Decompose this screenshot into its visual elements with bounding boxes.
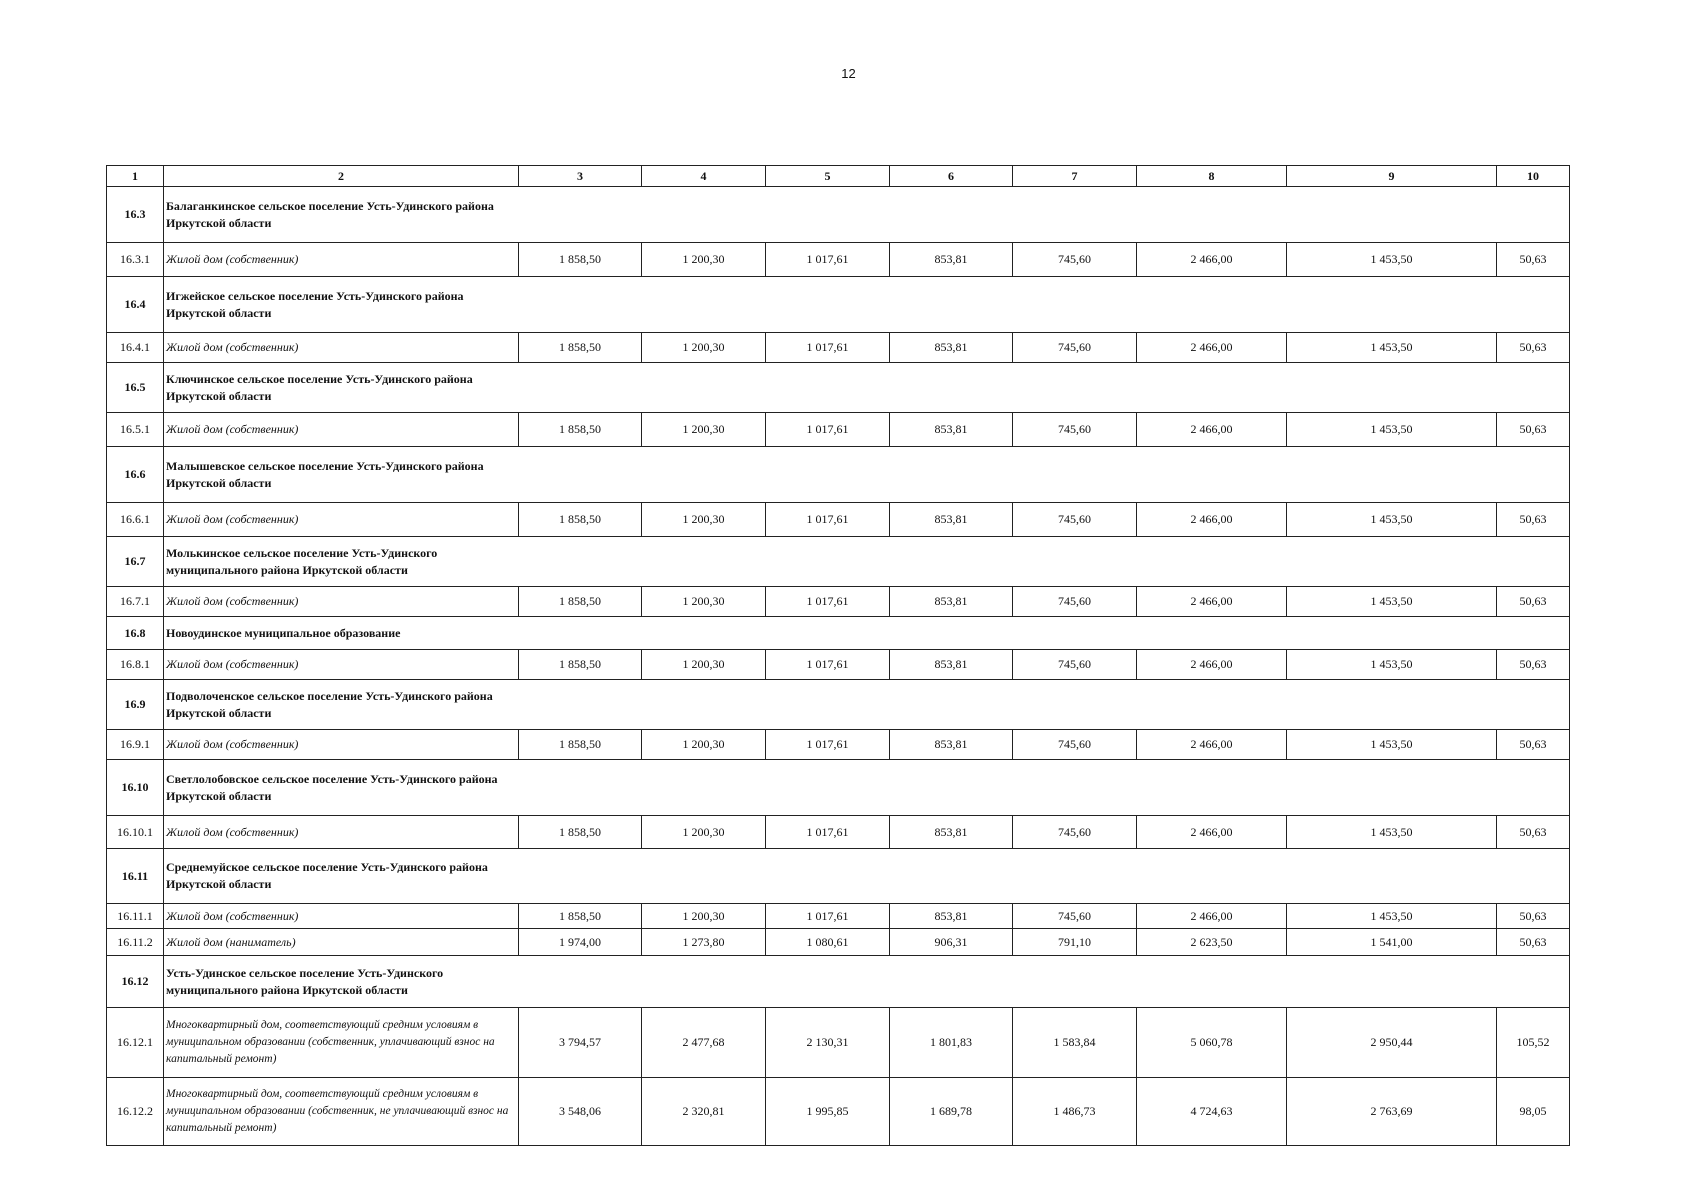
value-cell: 1 974,00 [519,929,642,956]
column-number: 8 [1137,166,1287,187]
value-cell: 906,31 [890,929,1013,956]
value-cell: 1 200,30 [642,243,766,277]
section-code: 16.3 [107,187,164,243]
section-row [107,277,1570,333]
value-cell: 853,81 [890,904,1013,929]
section-title: Игжейское сельское поселение Усть-Удинского района Иркутской области [164,277,519,333]
value-cell: 2 466,00 [1137,333,1287,363]
section-blank-fill [519,447,1570,503]
section-code: 16.8 [107,617,164,650]
value-cell: 1 858,50 [519,650,642,680]
section-title: Светлолобовское сельское поселение Усть-Удинского района Иркутской области [164,760,519,816]
section-title: Подволоченское сельское поселение Усть-Удинского района Иркутской области [164,680,519,730]
value-cell: 2 466,00 [1137,243,1287,277]
value-cell: 745,60 [1013,904,1137,929]
item-label: Жилой дом (собственник) [164,587,519,617]
section-row [107,760,1570,816]
section-row [107,537,1570,587]
value-cell: 2 320,81 [642,1078,766,1146]
value-cell: 1 200,30 [642,503,766,537]
section-title: Новоудинское муниципальное образование [164,617,519,650]
value-cell: 50,63 [1497,929,1570,956]
section-row [107,447,1570,503]
value-cell: 1 200,30 [642,816,766,849]
value-cell: 853,81 [890,816,1013,849]
column-number: 5 [766,166,890,187]
item-code: 16.6.1 [107,503,164,537]
value-cell: 1 453,50 [1287,904,1497,929]
value-cell: 1 017,61 [766,650,890,680]
value-cell: 853,81 [890,730,1013,760]
value-cell: 2 623,50 [1137,929,1287,956]
item-label: Жилой дом (собственник) [164,730,519,760]
item-label: Многоквартирный дом, соответствующий средним условиям в муниципальном образовании (собственник, не уплачивающий взнос на капитальный ремонт) [164,1078,519,1146]
section-code: 16.7 [107,537,164,587]
value-cell: 1 541,00 [1287,929,1497,956]
value-cell: 1 200,30 [642,333,766,363]
value-cell: 745,60 [1013,730,1137,760]
item-label: Многоквартирный дом, соответствующий средним условиям в муниципальном образовании (собственник, уплачивающий взнос на капитальный ремонт) [164,1008,519,1078]
value-cell: 853,81 [890,243,1013,277]
section-code: 16.12 [107,956,164,1008]
value-cell: 1 200,30 [642,904,766,929]
item-code: 16.12.2 [107,1078,164,1146]
table-row [107,904,1570,929]
value-cell: 745,60 [1013,503,1137,537]
value-cell: 1 017,61 [766,243,890,277]
table-row [107,929,1570,956]
section-code: 16.9 [107,680,164,730]
value-cell: 1 858,50 [519,413,642,447]
value-cell: 745,60 [1013,243,1137,277]
value-cell: 853,81 [890,587,1013,617]
section-title: Молькинское сельское поселение Усть-Удинского муниципального района Иркутской области [164,537,519,587]
section-title: Среднемуйское сельское поселение Усть-Удинского района Иркутской области [164,849,519,904]
value-cell: 1 017,61 [766,413,890,447]
value-cell: 3 794,57 [519,1008,642,1078]
value-cell: 1 017,61 [766,904,890,929]
value-cell: 50,63 [1497,904,1570,929]
value-cell: 1 858,50 [519,587,642,617]
value-cell: 1 858,50 [519,904,642,929]
item-code: 16.5.1 [107,413,164,447]
value-cell: 1 995,85 [766,1078,890,1146]
section-title: Малышевское сельское поселение Усть-Удинского района Иркутской области [164,447,519,503]
value-cell: 1 200,30 [642,730,766,760]
value-cell: 50,63 [1497,503,1570,537]
value-cell: 2 130,31 [766,1008,890,1078]
value-cell: 1 453,50 [1287,650,1497,680]
column-number: 1 [107,166,164,187]
value-cell: 2 466,00 [1137,730,1287,760]
section-blank-fill [519,537,1570,587]
value-cell: 791,10 [1013,929,1137,956]
column-number: 10 [1497,166,1570,187]
section-row [107,956,1570,1008]
item-label: Жилой дом (собственник) [164,333,519,363]
value-cell: 1 453,50 [1287,413,1497,447]
section-blank-fill [519,680,1570,730]
column-number: 7 [1013,166,1137,187]
value-cell: 50,63 [1497,650,1570,680]
value-cell: 1 453,50 [1287,333,1497,363]
value-cell: 745,60 [1013,650,1137,680]
item-code: 16.3.1 [107,243,164,277]
value-cell: 853,81 [890,413,1013,447]
section-code: 16.10 [107,760,164,816]
value-cell: 1 858,50 [519,503,642,537]
item-code: 16.10.1 [107,816,164,849]
value-cell: 98,05 [1497,1078,1570,1146]
value-cell: 2 763,69 [1287,1078,1497,1146]
item-label: Жилой дом (собственник) [164,503,519,537]
section-title: Усть-Удинское сельское поселение Усть-Удинского муниципального района Иркутской области [164,956,519,1008]
section-row [107,680,1570,730]
value-cell: 2 466,00 [1137,904,1287,929]
column-number: 2 [164,166,519,187]
value-cell: 50,63 [1497,413,1570,447]
section-blank-fill [519,187,1570,243]
item-code: 16.7.1 [107,587,164,617]
value-cell: 1 583,84 [1013,1008,1137,1078]
value-cell: 853,81 [890,333,1013,363]
table-row [107,730,1570,760]
section-code: 16.5 [107,363,164,413]
section-title: Балаганкинское сельское поселение Усть-Удинского района Иркутской области [164,187,519,243]
value-cell: 1 453,50 [1287,730,1497,760]
table-row [107,1008,1570,1078]
page-number: 12 [841,66,856,81]
value-cell: 50,63 [1497,333,1570,363]
value-cell: 2 950,44 [1287,1008,1497,1078]
table-row [107,587,1570,617]
table-row [107,413,1570,447]
value-cell: 2 477,68 [642,1008,766,1078]
value-cell: 1 858,50 [519,333,642,363]
section-blank-fill [519,760,1570,816]
section-row [107,617,1570,650]
item-label: Жилой дом (собственник) [164,650,519,680]
table-row [107,1078,1570,1146]
item-code: 16.11.1 [107,904,164,929]
section-blank-fill [519,849,1570,904]
value-cell: 50,63 [1497,243,1570,277]
table-row [107,503,1570,537]
section-blank-fill [519,956,1570,1008]
value-cell: 50,63 [1497,816,1570,849]
column-number: 6 [890,166,1013,187]
section-code: 16.4 [107,277,164,333]
section-title: Ключинское сельское поселение Усть-Удинского района Иркутской области [164,363,519,413]
section-code: 16.6 [107,447,164,503]
value-cell: 2 466,00 [1137,503,1287,537]
value-cell: 853,81 [890,650,1013,680]
section-blank-fill [519,617,1570,650]
value-cell: 1 017,61 [766,816,890,849]
value-cell: 853,81 [890,503,1013,537]
item-code: 16.4.1 [107,333,164,363]
value-cell: 1 858,50 [519,243,642,277]
value-cell: 1 801,83 [890,1008,1013,1078]
value-cell: 1 858,50 [519,730,642,760]
value-cell: 1 453,50 [1287,243,1497,277]
table-row [107,333,1570,363]
item-label: Жилой дом (наниматель) [164,929,519,956]
value-cell: 2 466,00 [1137,587,1287,617]
value-cell: 2 466,00 [1137,413,1287,447]
column-number: 4 [642,166,766,187]
item-code: 16.8.1 [107,650,164,680]
table-row [107,650,1570,680]
column-number: 3 [519,166,642,187]
value-cell: 1 453,50 [1287,503,1497,537]
item-label: Жилой дом (собственник) [164,243,519,277]
value-cell: 1 017,61 [766,587,890,617]
section-blank-fill [519,277,1570,333]
value-cell: 1 017,61 [766,730,890,760]
table-row [107,243,1570,277]
value-cell: 50,63 [1497,587,1570,617]
item-code: 16.12.1 [107,1008,164,1078]
value-cell: 1 486,73 [1013,1078,1137,1146]
item-label: Жилой дом (собственник) [164,904,519,929]
value-cell: 1 200,30 [642,587,766,617]
table-row [107,816,1570,849]
section-row [107,363,1570,413]
value-cell: 745,60 [1013,816,1137,849]
value-cell: 2 466,00 [1137,816,1287,849]
value-cell: 1 200,30 [642,650,766,680]
value-cell: 745,60 [1013,333,1137,363]
value-cell: 1 200,30 [642,413,766,447]
section-row [107,849,1570,904]
column-number-row [107,166,1570,187]
value-cell: 5 060,78 [1137,1008,1287,1078]
tariff-table [106,165,1570,1146]
section-code: 16.11 [107,849,164,904]
value-cell: 1 689,78 [890,1078,1013,1146]
value-cell: 1 080,61 [766,929,890,956]
item-code: 16.9.1 [107,730,164,760]
item-code: 16.11.2 [107,929,164,956]
value-cell: 4 724,63 [1137,1078,1287,1146]
item-label: Жилой дом (собственник) [164,816,519,849]
value-cell: 1 017,61 [766,503,890,537]
value-cell: 1 858,50 [519,816,642,849]
value-cell: 745,60 [1013,413,1137,447]
value-cell: 105,52 [1497,1008,1570,1078]
value-cell: 1 017,61 [766,333,890,363]
value-cell: 1 453,50 [1287,587,1497,617]
value-cell: 3 548,06 [519,1078,642,1146]
section-blank-fill [519,363,1570,413]
value-cell: 1 453,50 [1287,816,1497,849]
column-number: 9 [1287,166,1497,187]
value-cell: 745,60 [1013,587,1137,617]
value-cell: 50,63 [1497,730,1570,760]
value-cell: 2 466,00 [1137,650,1287,680]
value-cell: 1 273,80 [642,929,766,956]
item-label: Жилой дом (собственник) [164,413,519,447]
section-row [107,187,1570,243]
